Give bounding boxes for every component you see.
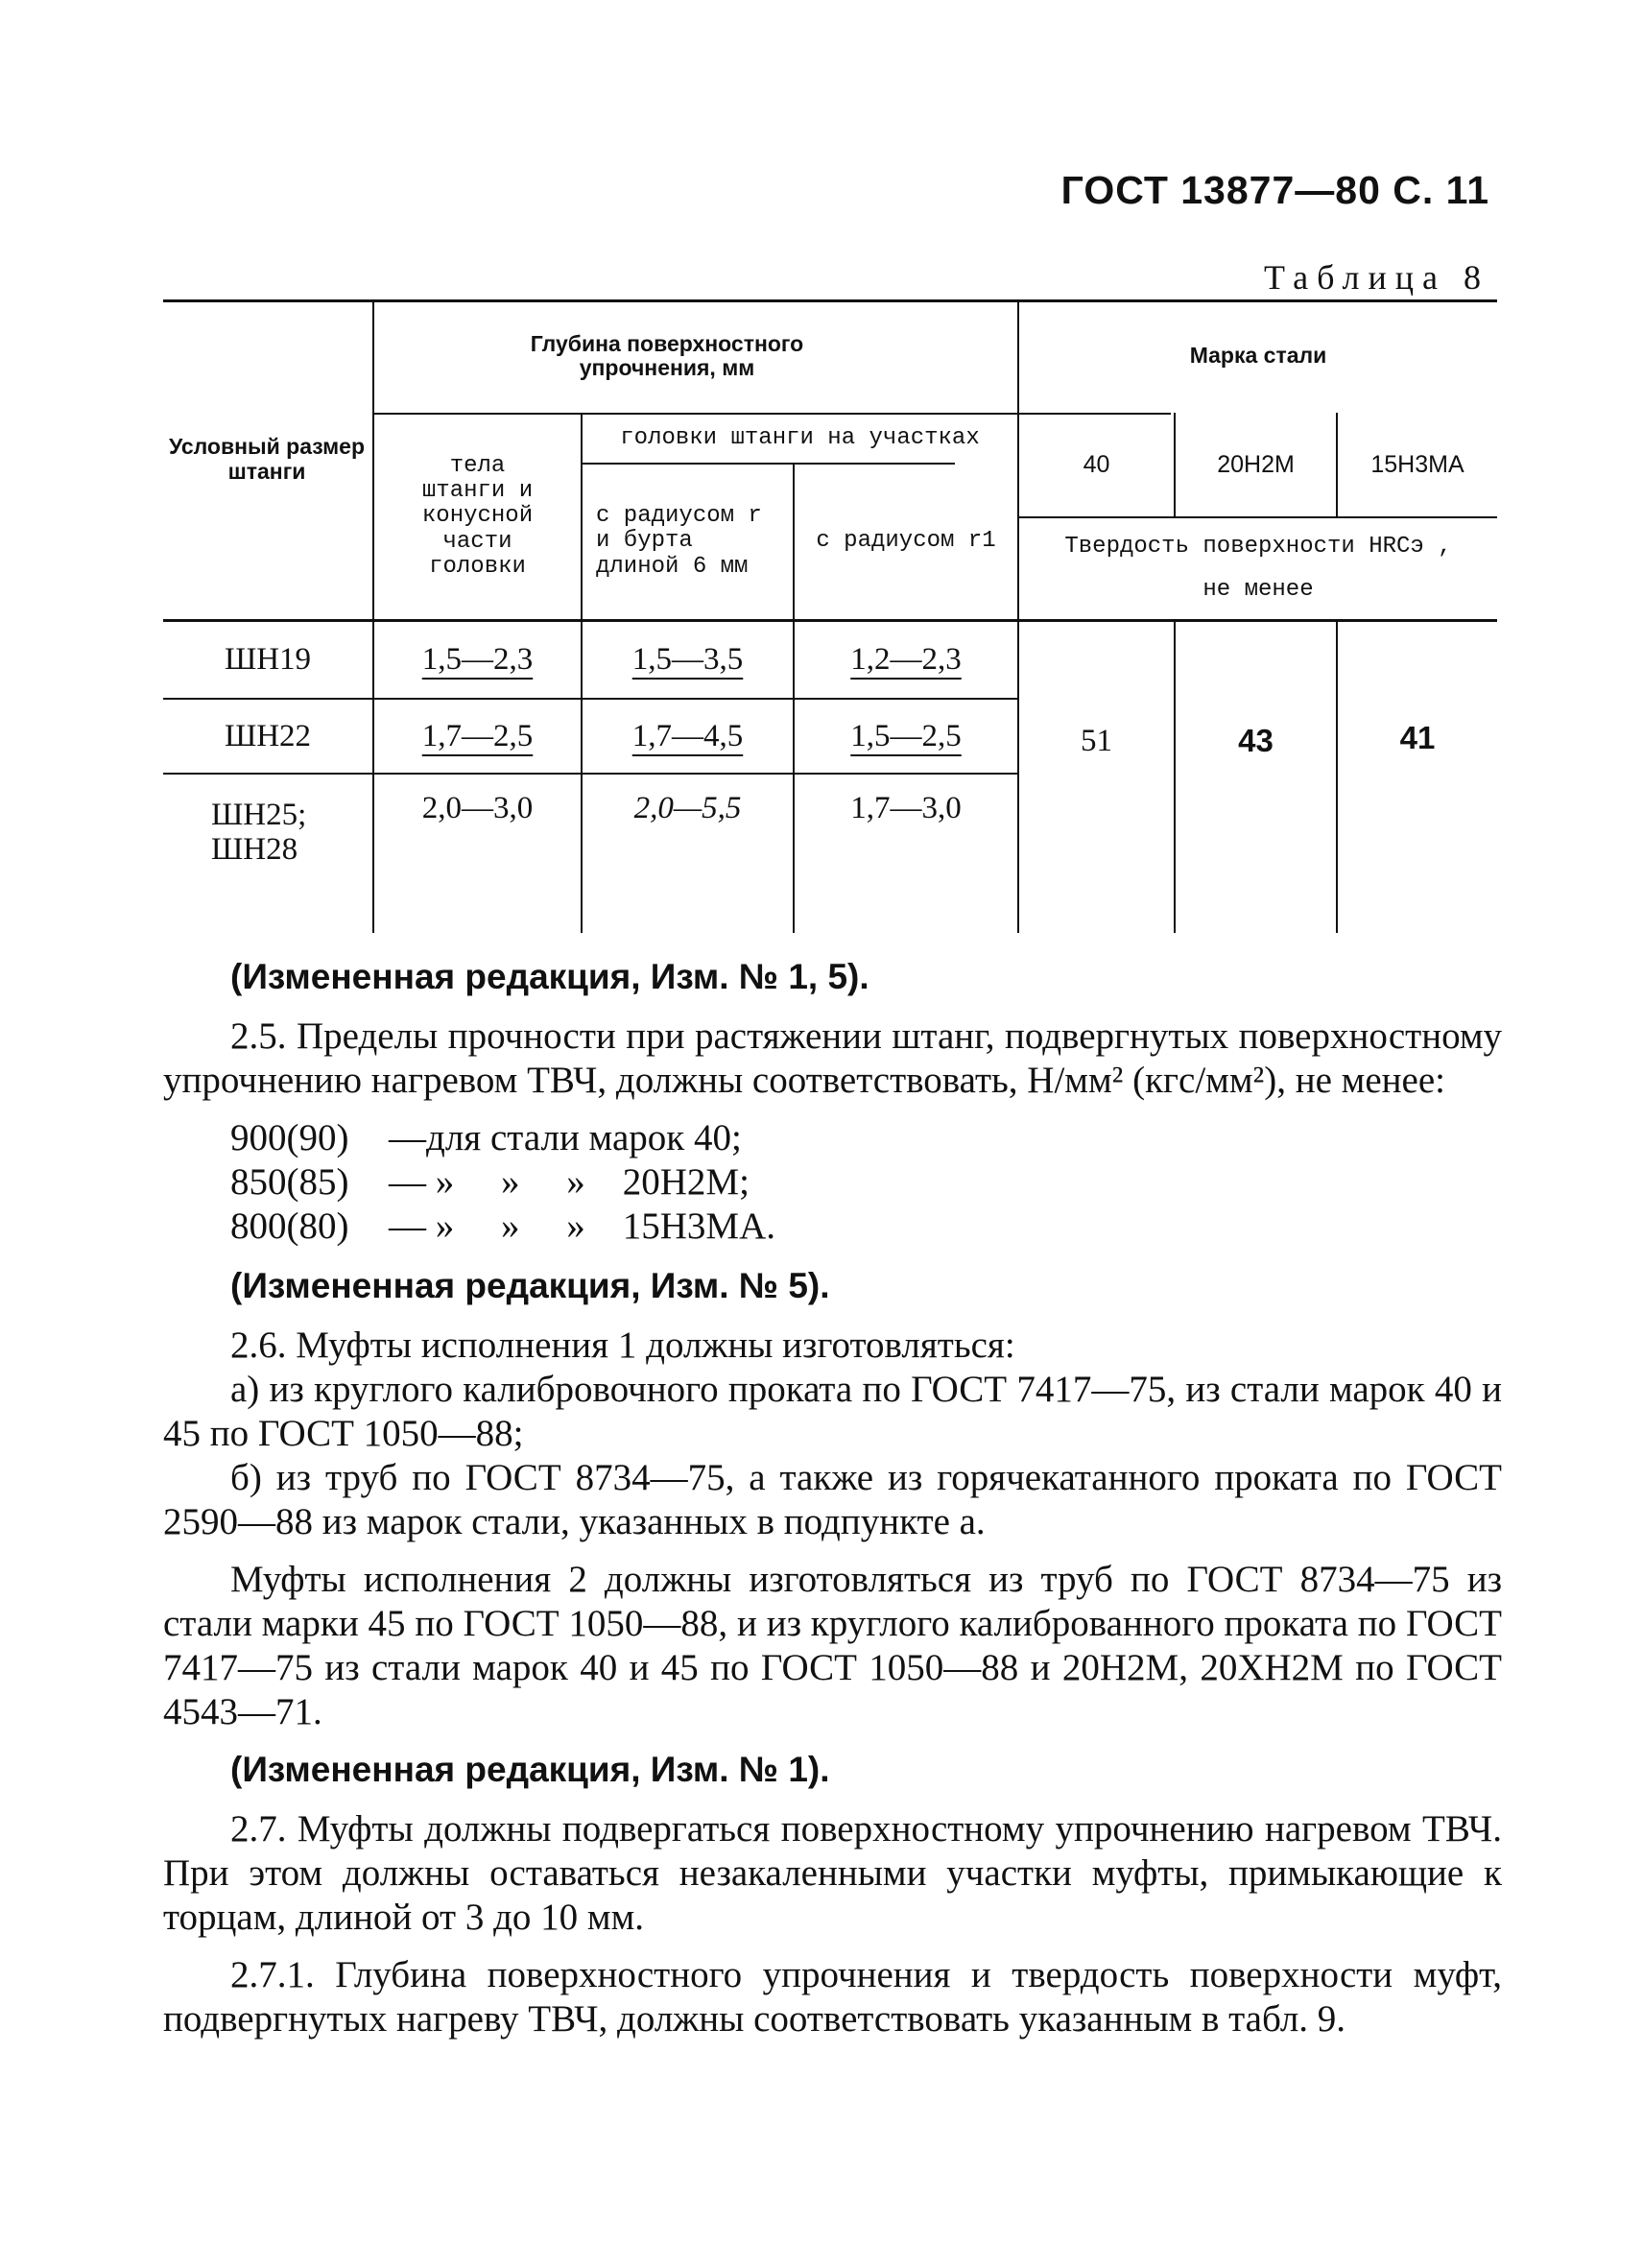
strength-limits [230, 1116, 1502, 1249]
revision-note: (Измененная редакция, Изм. № 1). [230, 1750, 830, 1789]
limit-value: 900(90) [230, 1117, 349, 1158]
row-radius-r-value: 1,7—4,5 [631, 718, 744, 753]
page-header: ГОСТ 13877—80 С. 11 [1060, 168, 1489, 212]
paragraph-2-6-c: Муфты исполнения 2 должны изготовляться из труб по ГОСТ 8734—75 из стали марки 45 по ГОСТ 1050—88, и из круглого калиброванного проката по ГОСТ 7417—75 из стали марок 40 и 45 по ГОСТ 1050—88 и 20Н2М, 20ХН2М по ГОСТ 4543—71. [163, 1559, 1502, 1732]
hardness-steel-20n2m: 43 [1238, 722, 1274, 758]
row-radius-r1 [795, 622, 1017, 698]
paragraph-2-6-a: а) из круглого калибровочного проката по ГОСТ 7417—75, из стали марок 40 и 45 по ГОСТ 1050—88; [163, 1369, 1502, 1454]
row-body [374, 622, 581, 698]
limit-value: 850(85) [230, 1161, 349, 1203]
limit-row [230, 1205, 1502, 1249]
steel-15n3ma: 15Н3МА [1370, 451, 1464, 479]
row-radius-r [583, 622, 793, 698]
hardness-steel-40: 51 [1081, 723, 1112, 758]
row-body: 2,0—3,0 [421, 790, 534, 825]
row-radius-r1 [795, 700, 1017, 773]
row-body-value: 1,5—2,3 [421, 642, 534, 678]
hardness-steel-15n3ma: 41 [1399, 719, 1436, 755]
row-radius-r: 2,0—5,5 [633, 790, 742, 825]
hardness-header [1019, 518, 1497, 619]
depth-group-header: Глубина поверхностного упрочнения, мм [530, 330, 804, 380]
limit-text: — » » » 20Н2М; [389, 1161, 750, 1203]
col-rule [1336, 622, 1338, 933]
paragraph-2-7-1: 2.7.1. Глубина поверхностного упрочнения и твердость поверхности муфт, подвергнутых нагреву ТВЧ, должны соответствовать указанным в табл. 9. [163, 1954, 1502, 2040]
hardening-table [163, 299, 1497, 933]
col-radius-r-header: с радиусом r и бурта длиной 6 мм [596, 502, 762, 580]
paragraph-2-7: 2.7. Муфты должны подвергаться поверхностному упрочнению нагревом ТВЧ. При этом должны оставаться незакаленными участки муфты, примыкающие к торцам, длиной от 3 до 10 мм. [163, 1808, 1502, 1938]
limit-row [230, 1116, 1502, 1160]
col-body-header: тела штанги и конусной части головки [421, 452, 534, 581]
body-text [163, 955, 1502, 2055]
row-radius-r [583, 700, 793, 773]
steel-group-header: Марка стали [1189, 343, 1327, 369]
paragraph-2-5: 2.5. Пределы прочности при растяжении штанг, подвергнутых поверхностному упрочнению нагревом ТВЧ, должны соответствовать, Н/мм² (кгс/мм²), не менее: [163, 1015, 1502, 1101]
paragraph-2-6-b: б) из труб по ГОСТ 8734—75, а также из горячекатанного проката по ГОСТ 2590—88 из марок стали, указанных в подпункте а. [163, 1457, 1502, 1542]
row-radius-r1: 1,7—3,0 [850, 790, 962, 825]
revision-note: (Измененная редакция, Изм. № 5). [230, 1266, 830, 1305]
head-group-header: головки штанги на участках [620, 424, 980, 451]
col-radius-r1-header: с радиусом r1 [816, 528, 996, 555]
limit-text: — » » » 15Н3МА. [389, 1206, 776, 1247]
limit-value: 800(80) [230, 1206, 349, 1247]
steel-40: 40 [1083, 451, 1110, 479]
row-body [374, 700, 581, 773]
limit-row [230, 1160, 1502, 1205]
row-size: ШН22 [224, 718, 312, 753]
paragraph-2-6: 2.6. Муфты исполнения 1 должны изготовляться: [230, 1325, 1015, 1366]
row-radius-r1-value: 1,5—2,5 [850, 718, 962, 753]
hardness-label: Твердость поверхности HRCэ , [1064, 534, 1452, 561]
row-radius-r-value: 1,5—3,5 [631, 642, 744, 678]
row-radius-r1-value: 1,2—2,3 [850, 642, 962, 678]
row-body-value: 1,7—2,5 [421, 718, 534, 753]
table-caption: Таблица 8 [1264, 258, 1489, 297]
row-size: ШН25; ШН28 [211, 797, 307, 867]
col-size-header: Условный размер штанги [168, 434, 366, 484]
revision-note: (Измененная редакция, Изм. № 1, 5). [230, 957, 869, 996]
limit-text: —для стали марок 40; [389, 1117, 742, 1158]
steel-20n2m: 20Н2М [1217, 451, 1295, 479]
hardness-min: не менее [1202, 576, 1314, 603]
row-size: ШН19 [224, 642, 312, 678]
